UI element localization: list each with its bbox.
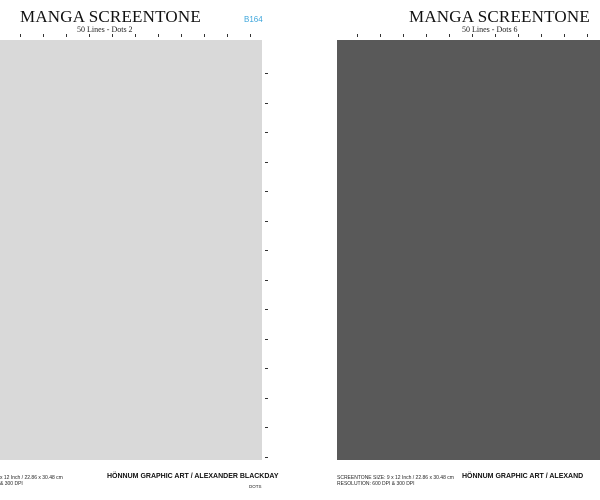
- screentone-pattern-dark: [337, 40, 600, 460]
- ruler-tick: [403, 34, 404, 37]
- ruler-tick: [265, 132, 268, 133]
- ruler-tick: [265, 368, 268, 369]
- ruler-tick: [265, 191, 268, 192]
- ruler-tick: [518, 34, 519, 37]
- ruler-tick: [135, 34, 136, 37]
- ruler-tick: [265, 73, 268, 74]
- brand-credit: HÖNNUM GRAPHIC ART / ALEXANDER BLACKDAY: [107, 473, 279, 480]
- ruler-tick: [158, 34, 159, 37]
- ruler-tick: [204, 34, 205, 37]
- tone-type-label: DOTS: [249, 484, 262, 489]
- brand-credit: HÖNNUM GRAPHIC ART / ALEXAND: [462, 473, 584, 480]
- footer-size-text: SCREENTONE SIZE: 9 x 12 Inch / 22.86 x 30.48 cm: [337, 475, 454, 481]
- ruler-tick: [265, 398, 268, 399]
- ruler-tick: [265, 309, 268, 310]
- sheet-subtitle: 50 Lines - Dots 6: [462, 25, 518, 34]
- ruler-tick: [265, 457, 268, 458]
- ruler-tick: [43, 34, 44, 37]
- ruler-tick: [495, 34, 496, 37]
- ruler-tick: [89, 34, 90, 37]
- side-ruler-ticks: [265, 40, 269, 460]
- ruler-tick: [449, 34, 450, 37]
- top-ruler-ticks: [0, 34, 262, 38]
- ruler-tick: [541, 34, 542, 37]
- top-ruler-ticks: [337, 34, 600, 38]
- ruler-tick: [265, 221, 268, 222]
- ruler-tick: [265, 427, 268, 428]
- footer-resolution-text: & 300 DPI: [0, 481, 23, 487]
- sheet-code: B164: [244, 15, 263, 24]
- ruler-tick: [357, 34, 358, 37]
- ruler-tick: [472, 34, 473, 37]
- footer-resolution-text: RESOLUTION: 600 DPI & 300 DPI: [337, 481, 415, 487]
- ruler-tick: [265, 250, 268, 251]
- ruler-tick: [587, 34, 588, 37]
- sheet-subtitle: 50 Lines - Dots 2: [77, 25, 133, 34]
- ruler-tick: [250, 34, 251, 37]
- ruler-tick: [265, 339, 268, 340]
- screentone-sheet-right: [305, 0, 600, 500]
- sheet-title: MANGA SCREENTONE: [20, 7, 201, 26]
- sheet-title: MANGA SCREENTONE: [409, 7, 590, 26]
- ruler-tick: [112, 34, 113, 37]
- ruler-tick: [265, 280, 268, 281]
- ruler-tick: [265, 103, 268, 104]
- ruler-tick: [227, 34, 228, 37]
- screentone-pattern-light: [0, 40, 262, 460]
- ruler-tick: [426, 34, 427, 37]
- ruler-tick: [564, 34, 565, 37]
- ruler-tick: [20, 34, 21, 37]
- ruler-tick: [181, 34, 182, 37]
- footer-size-text: x 12 Inch / 22.86 x 30.48 cm: [0, 475, 63, 481]
- ruler-tick: [66, 34, 67, 37]
- ruler-tick: [265, 162, 268, 163]
- ruler-tick: [380, 34, 381, 37]
